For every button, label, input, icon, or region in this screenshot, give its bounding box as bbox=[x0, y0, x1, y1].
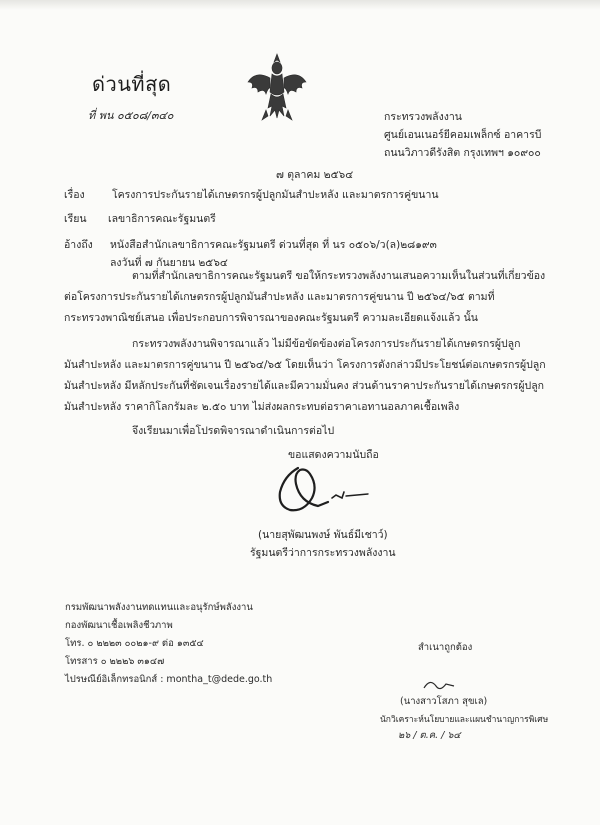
footer-phone: โทร. ๐ ๒๒๒๓ ๐๐๒๑-๙ ต่อ ๑๓๕๔ bbox=[65, 638, 204, 649]
footer-email: ไปรษณีย์อิเล็กทรอนิกส์ : montha_t@dede.go.th bbox=[65, 674, 273, 685]
certify-position: นักวิเคราะห์นโยบายและแผนชำนาญการพิเศษ bbox=[380, 715, 549, 725]
footer-department: กรมพัฒนาพลังงานทดแทนและอนุรักษ์พลังงาน bbox=[65, 602, 253, 613]
certify-initials bbox=[420, 676, 460, 696]
sender-building: ศูนย์เอนเนอร์ยีคอมเพล็กซ์ อาคารบี bbox=[384, 129, 542, 141]
sender-ministry: กระทรวงพลังงาน bbox=[384, 111, 462, 123]
paragraph-line: กระทรวงพาณิชย์เสนอ เพื่อประกอบการพิจารณาของคณะรัฐมนตรี ความละเอียดแจ้งแล้ว นั้น bbox=[64, 312, 478, 324]
urgency-label: ด่วนที่สุด bbox=[92, 72, 172, 96]
reference-label: อ้างถึง bbox=[64, 239, 93, 251]
document-number: ที่ พน ๐๕๐๘/๓๔๐ bbox=[88, 109, 174, 122]
to-label: เรียน bbox=[64, 213, 87, 225]
reference-line2: ลงวันที่ ๗ กันยายน ๒๕๖๔ bbox=[110, 257, 228, 269]
subject-label: เรื่อง bbox=[64, 189, 85, 201]
sender-road: ถนนวิภาวดีรังสิต กรุงเทพฯ ๑๐๙๐๐ bbox=[384, 147, 541, 159]
certify-label: สำเนาถูกต้อง bbox=[418, 642, 473, 653]
paragraph-line: มันสำปะหลัง มีหลักประกันที่ชัดเจนเรื่องรายได้และมีความมั่นคง ส่วนด้านราคาประกันรายได้เกษตรกรผู้ปลูก bbox=[64, 380, 544, 392]
certify-name: (นางสาวโสภา สุขเล) bbox=[400, 696, 488, 707]
paragraph-line: กระทรวงพลังงานพิจารณาแล้ว ไม่มีข้อขัดข้องต่อโครงการประกันรายได้เกษตรกรผู้ปลูก bbox=[132, 338, 521, 350]
closing-line: จึงเรียนมาเพื่อโปรดพิจารณาดำเนินการต่อไป bbox=[132, 425, 335, 437]
paragraph-line: ตามที่สำนักเลขาธิการคณะรัฐมนตรี ขอให้กระทรวงพลังงานเสนอความเห็นในส่วนที่เกี่ยวข้อง bbox=[132, 270, 546, 282]
subject-text: โครงการประกันรายได้เกษตรกรผู้ปลูกมันสำปะหลัง และมาตรการคู่ขนาน bbox=[112, 189, 439, 201]
signature-mark bbox=[270, 462, 380, 522]
signatory-position: รัฐมนตรีว่าการกระทรวงพลังงาน bbox=[250, 547, 396, 559]
reference-line1: หนังสือสำนักเลขาธิการคณะรัฐมนตรี ด่วนที่สุด ที่ นร ๐๕๐๖/ว(ล)๒๘๑๙๓ bbox=[110, 239, 437, 251]
signatory-name: (นายสุพัฒนพงษ์ พันธ์มีเชาว์) bbox=[258, 529, 388, 541]
footer-division: กองพัฒนาเชื้อเพลิงชีวภาพ bbox=[65, 620, 173, 631]
to-text: เลขาธิการคณะรัฐมนตรี bbox=[108, 213, 216, 225]
garuda-emblem-icon bbox=[246, 52, 308, 124]
certify-date: ๒๖ / ต.ค. / ๖๔ bbox=[398, 730, 461, 741]
paragraph-line: มันสำปะหลัง และมาตรการคู่ขนาน ปี ๒๕๖๔/๖๕ โดยเห็นว่า โครงการดังกล่าวมีประโยชน์ต่อเกษตรกรผู้ปลูก bbox=[64, 359, 546, 371]
body-paragraph-2 bbox=[64, 334, 546, 418]
paragraph-line: มันสำปะหลัง ราคากิโลกรัมละ ๒.๕๐ บาท ไม่ส่งผลกระทบต่อราคาเอทานอลภาคเชื้อเพลิง bbox=[64, 401, 460, 413]
footer-fax: โทรสาร ๐ ๒๒๒๖ ๓๑๔๗ bbox=[65, 656, 165, 667]
paragraph-line: ต่อโครงการประกันรายได้เกษตรกรผู้ปลูกมันสำปะหลัง และมาตรการคู่ขนาน ปี ๒๕๖๔/๖๕ ตามที่ bbox=[64, 291, 495, 303]
document-date: ๗ ตุลาคม ๒๕๖๔ bbox=[276, 169, 354, 181]
salutation: ขอแสดงความนับถือ bbox=[288, 449, 379, 461]
body-paragraph-1 bbox=[64, 266, 545, 329]
scan-edge bbox=[0, 0, 600, 10]
